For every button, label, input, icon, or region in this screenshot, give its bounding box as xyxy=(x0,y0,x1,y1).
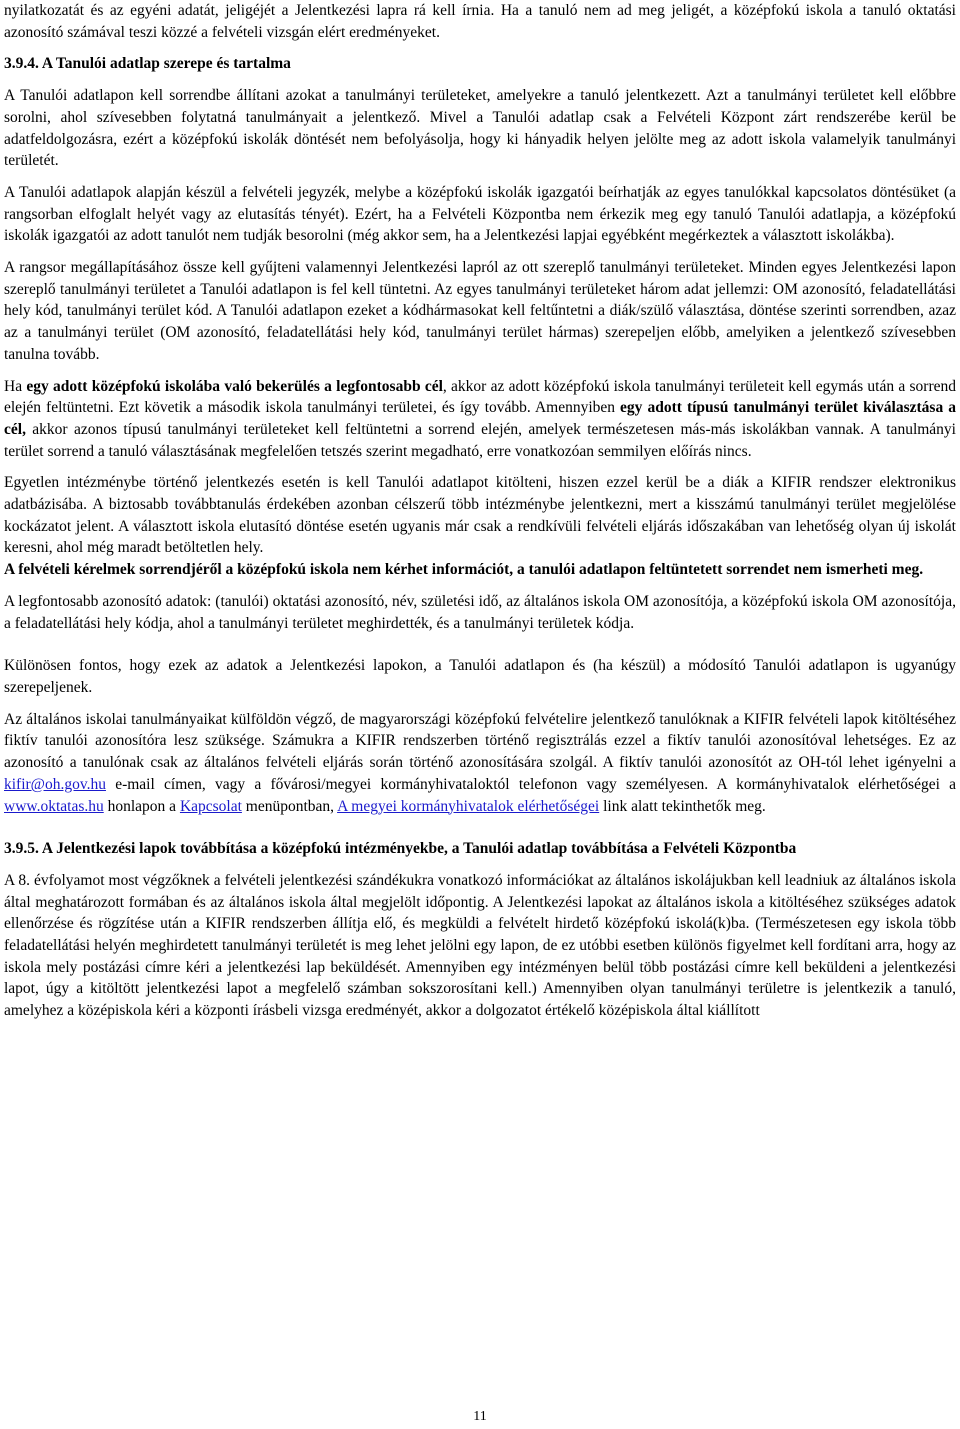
page-number: 11 xyxy=(473,1409,487,1424)
p8-text-e: link alatt tekinthetők meg. xyxy=(599,797,766,815)
paragraph-9: A 8. évfolyamot most végzőknek a felvételi jelentkezési szándékukra vonatkozó információkat az általános iskolájukban kell leadniuk az általános iskola által meghatározott formában és az általános iskola által megjelölt időpontig. A Jelentkezési lapokat az általános iskola a kitöltéséhez szükséges adatok ellenőrzése és rögzítése után a KIFIR rendszerben állítja elő, és megküldi a felvételt hirdető középfokú iskolá(k)ba. (Természetesen egy iskola több feladatellátási helyén meghirdetett tanulmányi területét is meg lehet jelölni egy lapon, de ez utóbbi esetben különös figyelmet kell fordítani arra, hogy az iskola mely postázási címre kéri a jelentkezési lap beküldését. Amennyiben egy intézményen belül több postázási címre kell beküldeni a jelentkezési lapot, úgy a kitöltött jelentkezési lapot a megfelelő számban sokszorosítani kell.) Amennyiben olyan tanulmányi területre is jelentkezik a tanuló, amelyhez a középiskola kéri a központi írásbeli vizsga eredményét, akkor a dolgozatot értékelő középiskola által kiállított xyxy=(4,871,956,1020)
paragraph-2: A Tanulói adatlapok alapján készül a felvételi jegyzék, melybe a középfokú iskolák igazgatói beírhatják az egyes tanulókkal kapcsolatos döntésüket (a rangsorban elfoglalt helyét vagy az elutasítás tényét). Ezért, ha a Felvételi Központba nem érkezik meg egy tanuló Tanulói adatlapja, a középfokú iskolák igazgatói az adott tanulót nem tudják besorolni (még akkor sem, ha a Jelentkezési lapjai egyébként megérkeztek a választott iskolákba). xyxy=(4,183,956,245)
paragraph-6: A legfontosabb azonosító adatok: (tanulói) oktatási azonosító, név, születési idő, az általános iskola OM azonosítója, a középfokú iskola OM azonosítója, a feladatellátási hely kódja, ahol a tanulmányi területet meghirdették, és a tanulmányi területek kódja. xyxy=(4,592,956,632)
kormanyhivatalok-link[interactable]: A megyei kormányhivatalok elérhetőségei xyxy=(337,797,600,815)
p4-text-d: akkor azonos típusú tanulmányi területeket kell feltüntetni a sorrend elején, amelyek természetesen más-más iskolákban vannak. A tanulmányi terület sorrend a tanuló választásának megfelelően tetszés szerint megadható, erre vonatkozóan semmilyen előírás nincs. xyxy=(4,420,956,460)
p5-bold-text: A felvételi kérelmek sorrendjéről a középfokú iskola nem kérhet információt, a tanulói adatlapon feltüntetett sorrendet nem ismerheti meg. xyxy=(4,561,924,579)
paragraph-5-bold xyxy=(4,559,956,581)
oktatas-link[interactable]: www.oktatas.hu xyxy=(4,797,104,815)
paragraph-8 xyxy=(4,709,956,818)
p8-text-b: e-mail címen, vagy a fővárosi/megyei kormányhivataloktól telefonon vagy személyesen. A kormányhivatalok elérhetőségei a xyxy=(105,775,956,793)
p8-text-a: Az általános iskolai tanulmányaikat külföldön végző, de magyarországi középfokú felvételire jelentkező tanulóknak a KIFIR felvételi lapok kitöltéséhez fiktív tanulói azonosítóra lesz szüksége. Számukra a KIFIR rendszerben történő regisztrálás ezzel a fiktív tanulói azonosítóval lehetséges. Ez az azonosító a tanulónak csak az általános felvételi eljárás során történő azonosítására szolgál. A fiktív tanulói azonosítót az OH-tól lehet igényelni a xyxy=(4,710,956,772)
p4-bold-1: egy adott középfokú iskolába való bekerülés a legfontosabb cél xyxy=(26,377,443,395)
paragraph-1: A Tanulói adatlapon kell sorrendbe állítani azokat a tanulmányi területeket, amelyekre a tanuló jelentkezett. Azt a tanulmányi területet kell előbbre sorolni, ahol szívesebben folytatná tanulmányait a jelentkező. Mivel a Tanulói adatlap csak a Felvételi Központ zárt rendszerébe kerül be adatfeldolgozásra, ezért a középfokú iskolák döntését nem befolyásolja, hogy ki hányadik helyen jelölte meg az adott iskola valamelyik tanulmányi területét. xyxy=(4,87,956,170)
p4-text-a: Ha xyxy=(4,377,27,395)
paragraph-3: A rangsor megállapításához össze kell gyűjteni valamennyi Jelentkezési lapról az ott szereplő tanulmányi területeket. Minden egyes Jelentkezési lapon szereplő tanulmányi területet a Tanulói adatlapon is fel kell tüntetni. Az egyes tanulmányi területeket három adat jellemzi: OM azonosító, feladatellátási hely kód, tanulmányi terület kód. A Tanulói adatlapon ezeket a kódhármasokat kell feltűntetni a diák/szülő választása, döntése szerinti sorrendben, azaz az a tanulmányi terület (OM azonosító, feladatellátási hely kód, tanulmányi terület hármas) szerepeljen előbb, amelyiken a jelentkező szívesebben tanulna tovább. xyxy=(4,259,956,363)
email-link[interactable]: kifir@oh.gov.hu xyxy=(4,775,106,793)
p4-bold-2: egy adott típusú tanulmányi terület kiválasztása a cél, xyxy=(4,399,956,438)
paragraph-7: Különösen fontos, hogy ezek az adatok a Jelentkezési lapokon, a Tanulói adatlapon és (ha készül) a módosító Tanulói adatlapon is ugyanúgy szerepeljenek. xyxy=(4,657,956,696)
paragraph-4 xyxy=(4,376,956,463)
p4-text-c: , akkor az adott középfokú iskola tanulmányi területeit kell egymás után a sorrend elején feltüntetni. Ezt követik a második iskola tanulmányi területei, és így tovább. Amennyiben xyxy=(4,377,957,417)
section-heading-3-9-5: 3.9.5. A Jelentkezési lapok továbbítása a középfokú intézményekbe, a Tanulói adatlap továbbítása a Felvételi Központba xyxy=(4,840,797,858)
kapcsolat-link[interactable]: Kapcsolat xyxy=(179,797,242,815)
paragraph-top: nyilatkozatát és az egyéni adatát, jeligéjét a Jelentkezési lapra rá kell írnia. Ha a tanuló nem ad meg jeligét, a középfokú iskola a tanuló oktatási azonosító számával teszi közzé a felvételi vizsgán elért eredményeket. xyxy=(4,2,956,41)
paragraph-5: Egyetlen intézménybe történő jelentkezés esetén is kell Tanulói adatlapot kitölteni, hiszen ezzel kerül be a diák a KIFIR rendszer elektronikus adatbázisába. A biztosabb továbbtanulás érdekében azonban célszerű több intézménybe jelentkezni, mert a kisszámú tanulmányi terület megjelölése kockázatot jelent. A választott iskola elutasító döntése esetén ugyanis már csak a rendkívüli felvételi eljárás időszakában van lehetőség olyan új iskolát keresni, ahol még maradt betöltetlen hely. xyxy=(4,474,956,557)
p8-text-c: honlapon a xyxy=(103,797,180,815)
p8-text-d: menüpontban, xyxy=(241,797,338,815)
section-heading-3-9-4: 3.9.4. A Tanulói adatlap szerepe és tartalma xyxy=(4,55,291,73)
